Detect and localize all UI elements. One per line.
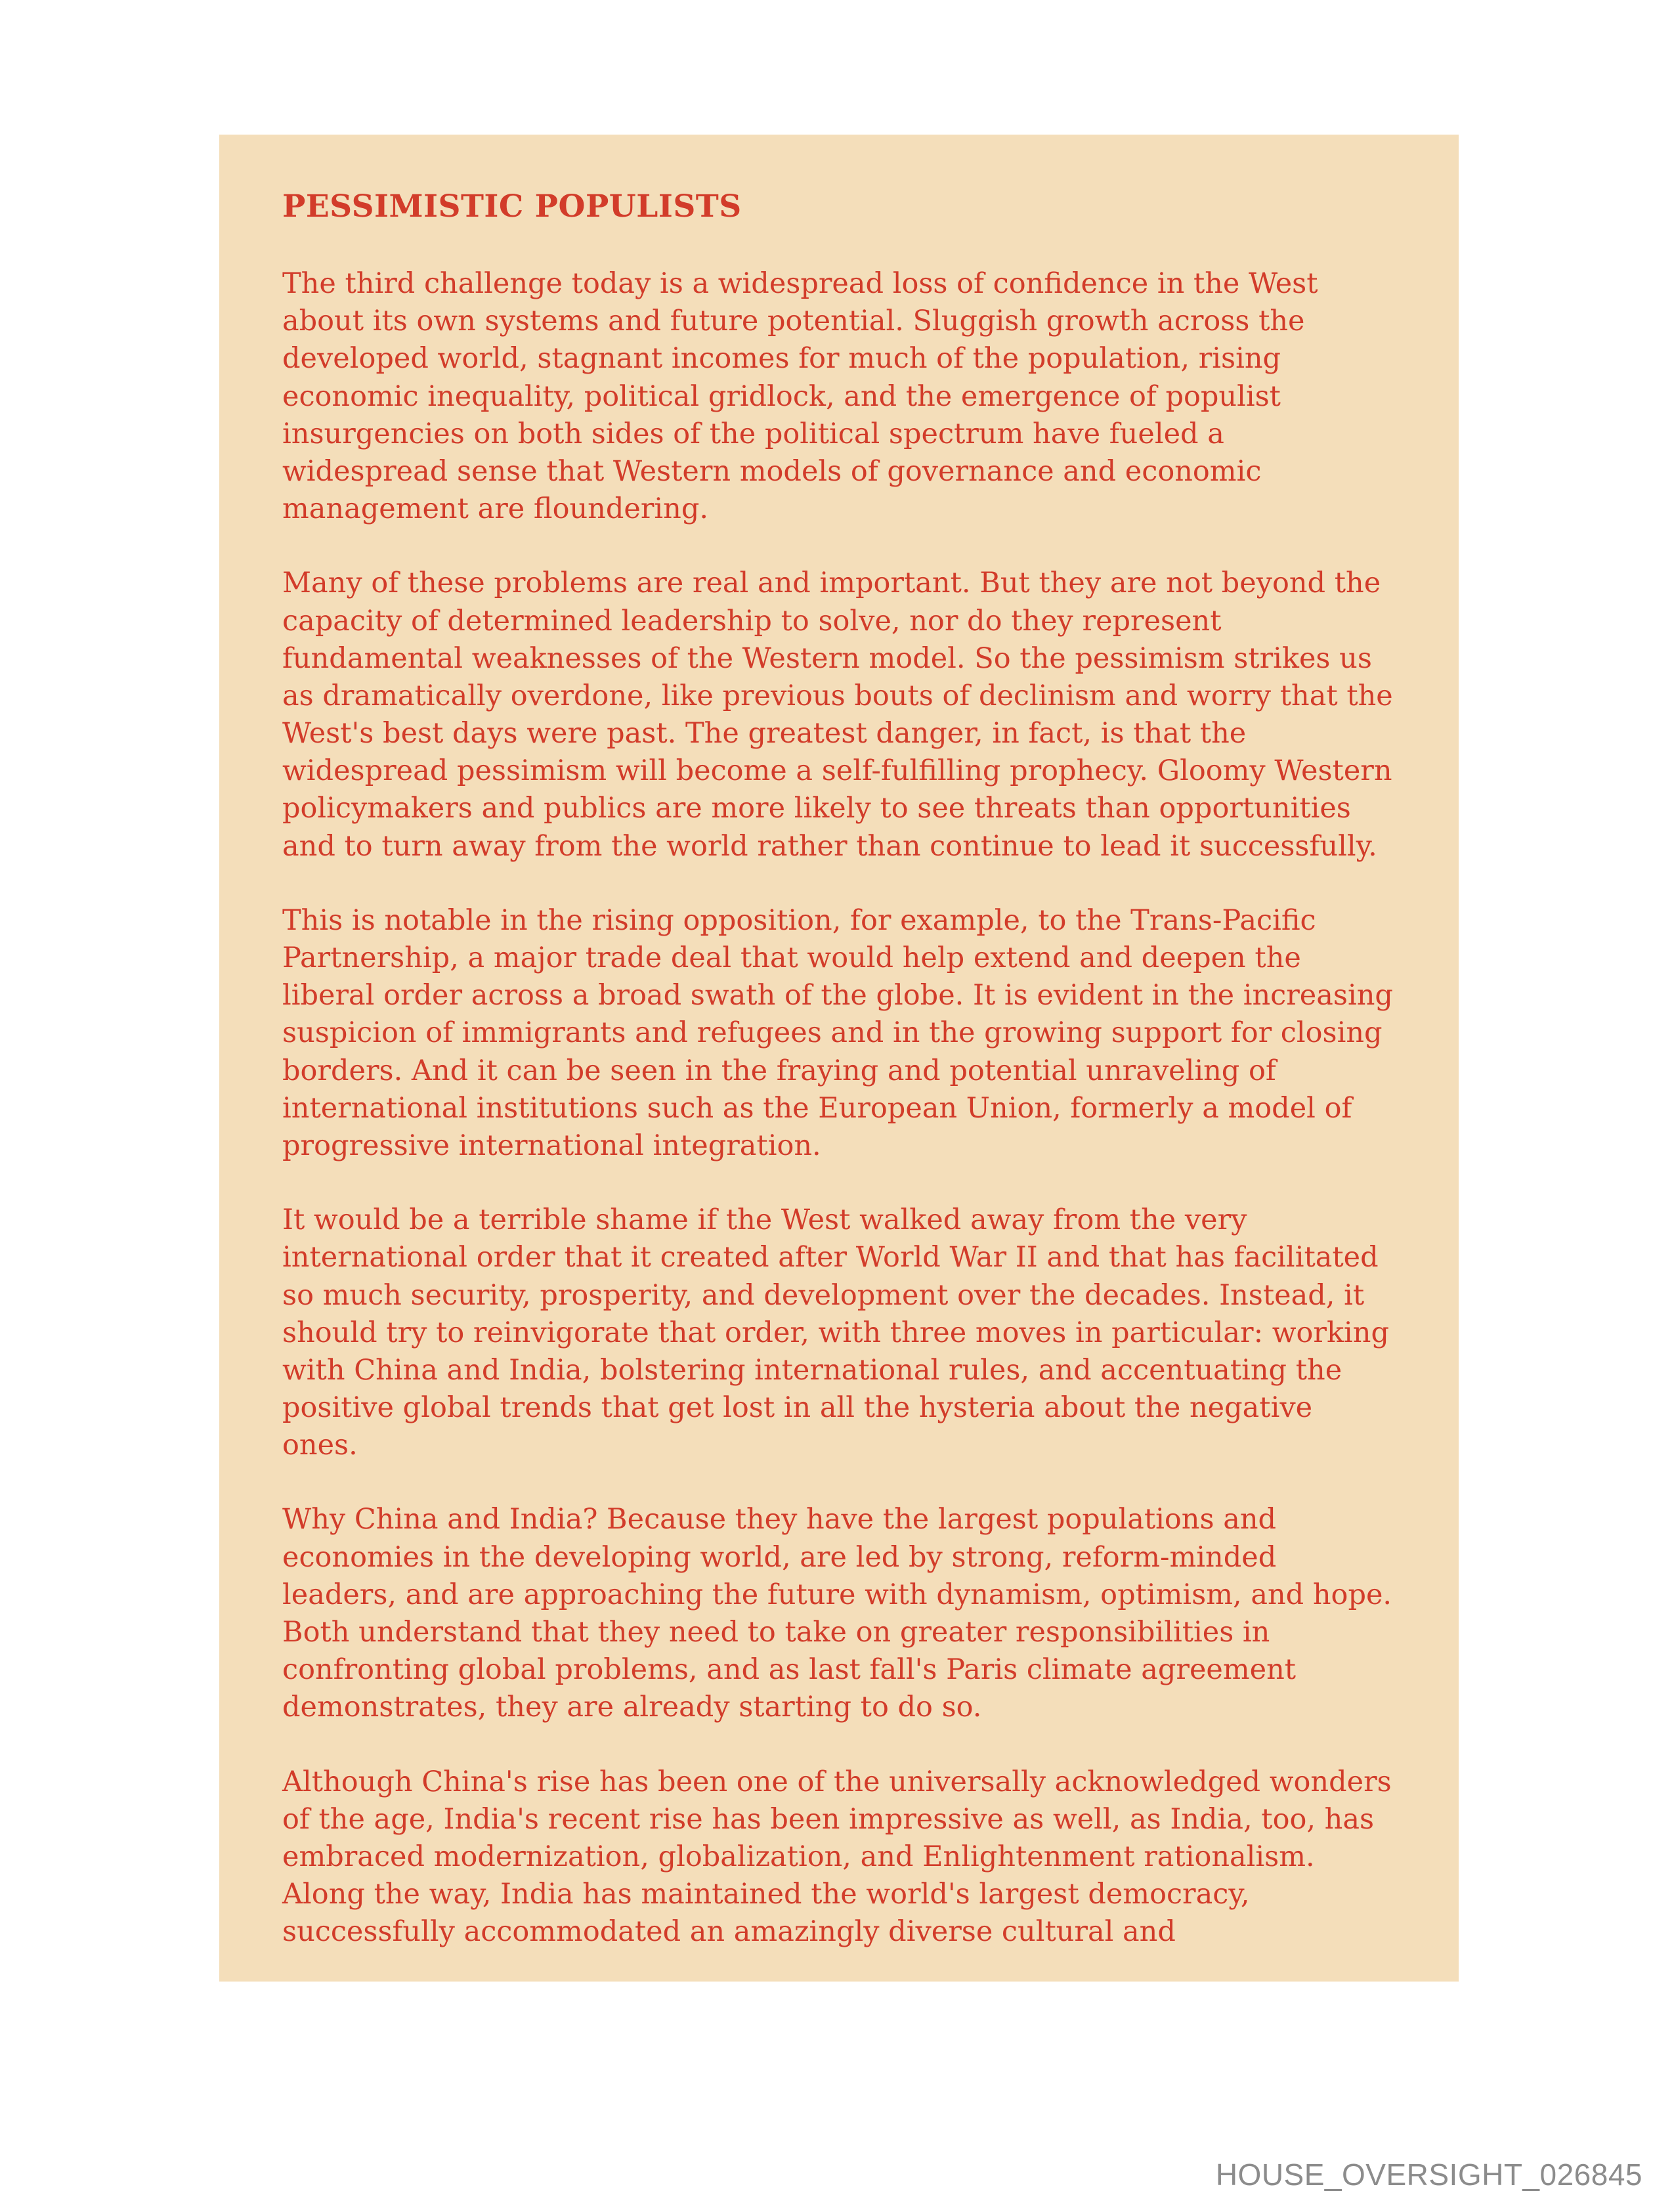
document-panel <box>219 135 1459 1982</box>
paragraph-2: Many of these problems are real and important. But they are not beyond the capacity of determined leadership to solve, nor do they represent fundamental weaknesses of the Western model. So the pessimism strikes us as dramatically overdone, like previous bouts of declinism and worry that the West's best days were past. The greatest danger, in fact, is that the widespread pessimism will become a self-fulfilling prophecy. Gloomy Western policymakers and publics are more likely to see threats than opportunities and to turn away from the world rather than continue to lead it successfully. <box>282 567 1393 863</box>
paragraph-4: It would be a terrible shame if the West walked away from the very international order that it created after World War II and that has facilitated so much security, prosperity, and development over the decades. Instead, it should try to reinvigorate that order, with three moves in particular: working with China and India, bolstering international rules, and accentuating the positive global trends that get lost in all the hysteria about the negative ones. <box>282 1204 1390 1462</box>
document-content <box>219 135 1459 1951</box>
paragraph-5: Why China and India? Because they have the largest populations and economies in the developing world, are led by strong, reform-minded leaders, and are approaching the future with dynamism, optimism, and hope. Both understand that they need to take on greater responsibilities in confronting global problems, and as last fall's Paris climate agreement demonstrates, they are already starting to do so. <box>282 1503 1392 1724</box>
paragraph-6: Although China's rise has been one of the universally acknowledged wonders of the age, India's recent rise has been impressive as well, as India, too, has embraced modernization, globalization, and Enlightenment rationalism. Along the way, India has maintained the world's largest democracy, successfully accommodated an amazingly diverse cultural and <box>282 1765 1392 1949</box>
bates-number-watermark: HOUSE_OVERSIGHT_026845 <box>1215 2158 1642 2192</box>
paragraph-1: The third challenge today is a widespread loss of confidence in the West about its own systems and future potential. Sluggish growth across the developed world, stagnant incomes for much of the population, rising economic inequality, political gridlock, and the emergence of populist insurgencies on both sides of the political spectrum have fueled a widespread sense that Western models of governance and economic management are floundering. <box>282 267 1318 526</box>
paragraph-3: This is notable in the rising opposition, for example, to the Trans-Pacific Partnership, a major trade deal that would help extend and deepen the liberal order across a broad swath of the globe. It is evident in the increasing suspicion of immigrants and refugees and in the growing support for closing borders. And it can be seen in the fraying and potential unraveling of international institutions such as the European Union, formerly a model of progressive international integration. <box>282 903 1393 1162</box>
document-title: PESSIMISTIC POPULISTS <box>282 188 742 225</box>
